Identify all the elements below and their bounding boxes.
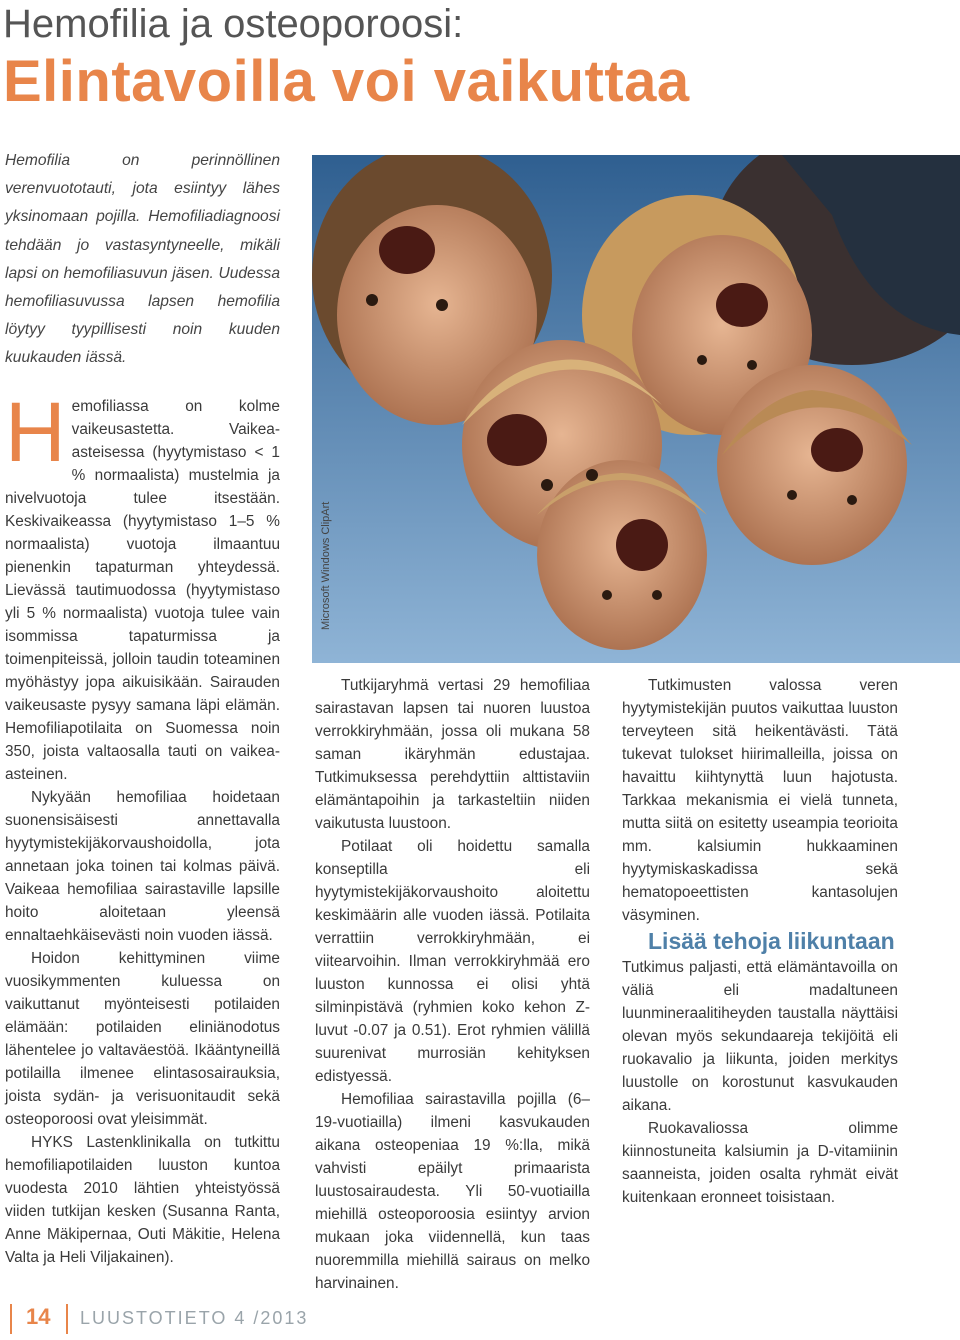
footer-divider xyxy=(10,1304,12,1334)
intro-paragraph: Hemofilia on perinnöllinen verenvuototauti, jota esiintyy lähes yksinomaan pojilla. Hemofiliadiagnoosi tehdään jo vastasyntyneelle, mikäli lapsi on hemofiliasuvun jäsen. Uudessa hemofiliasuvussa lapsen hemofilia löytyy tyypillisesti noin kuuden kuukauden iässä. xyxy=(5,152,280,367)
lead-paragraph xyxy=(5,385,280,786)
paragraph: HYKS Lastenklinikalla on tutkittu hemofiliapotilaiden luuston kuntoa vuodesta 2010 lähtien yhteistyössä viiden tutkijan kesken (Susanna Ranta, Anne Mäkipernaa, Outi Mäkitie, Helena Valta ja Heli Viljakainen). xyxy=(5,1134,280,1266)
children-photo-illustration xyxy=(312,155,960,663)
paragraph: Hemofiliaa sairastavilla pojilla (6–19-vuotiailla) ilmeni kasvukauden aikana osteopeniaa 19 %:lla, mikä vahvisti epäilyt primaarista luustosairaudesta. Yli 50-vuotiailla miehillä osteoporoosia esiintyy arvion mukaan joka viidennellä, kun taas nuoremmilla miehillä sairaus on melko harvinainen. xyxy=(315,1091,590,1292)
children-photo xyxy=(312,155,960,663)
paragraph: Nykyään hemofiliaa hoidetaan suonensisäisesti annettavalla hyytymistekijäkorvaushoidolla, jota annetaan joka toinen tai kolmas päivä. Vaikeaa hemofiliaa sairastaville lapsille hoito aloitetaan yleensä ennaltaehkäisevästi noin vuoden iässä. xyxy=(5,789,280,944)
subheading: Lisää tehoja liikuntaan xyxy=(648,928,895,954)
paragraph: Tutkijaryhmä vertasi 29 hemofiliaa sairastavan lapsen tai nuoren luustoa verrokkiryhmään, jossa oli mukana 58 saman ikäryhmän edustajaa. Tutkimuksessa perehdyttiin alttistaviin elämäntapoihin ja tarkasteltiin niiden vaikutusta luustoon. xyxy=(315,677,590,832)
paragraph: Tutkimusten valossa veren hyytymistekijän puutos vaikuttaa luuston terveyteen sitä heikentävästi. Tätä tukevat tulokset hiirimalleilla, joissa on havaittu kiihtynyttä luun hajotusta. Tarkkaa mekanismia ei vielä tunneta, mutta siitä on esitetty useampia teorioita mm. kalsiumin hukkaaminen hyytymiskaskadissa sekä hematopoeettisten kantasolujen väsyminen. xyxy=(622,677,898,924)
drop-cap: H xyxy=(5,385,66,479)
title-line-2: Elintavoilla voi vaikuttaa xyxy=(3,49,690,114)
magazine-issue: LUUSTOTIETO 4 /2013 xyxy=(80,1308,309,1328)
footer-divider xyxy=(66,1304,68,1334)
paragraph: Tutkimus paljasti, että elämäntavoilla on väliä eli madaltuneen luunmineraalitiheyden taustalla näyttäisi olevan myös sekundaareja tekijöitä eli ruokavalio ja liikunta, joiden merkitys luustolle on korostunut kasvukauden aikana. xyxy=(622,959,898,1114)
lead-paragraph-text: emofiliassa on kolme vaikeusastetta. Vaikea-asteisessa (hyytymistaso < 1 % normaalista) mustelmia ja nivelvuotoja tulee itsestään. Keskivaikeassa (hyytymistaso 1–5 % normaalista) vuotoja ilmaantuu pienenkin tapaturman yhteydessä. Lievässä tautimuodossa (hyytymistaso yli 5 % normaalista) vuotoja tulee vain isommissa tapaturmissa ja toimenpiteissä, jolloin taudin toteaminen myöhästyy jopa aikuisikään. Sairauden vaikeusaste pysyy samana läpi elämän. Hemofiliapotilaita on Suomessa noin 350, joista valtaosalla tauti on vaikea-asteinen. xyxy=(5,398,280,783)
photo-credit: Microsoft Windows ClipArt xyxy=(320,501,332,630)
paragraph: Hoidon kehittyminen viime vuosikymmenten kuluessa on vaikuttanut myönteisesti potilaiden elämään: potilaiden eliniänodotus lähentelee jo valtaväestöä. Ikääntyneillä potilailla ilmenee elintasosairauksia, joista sydän- ja verisuonitaudit sekä osteoporoosi ovat yleisimmät. xyxy=(5,950,280,1128)
footer xyxy=(0,1300,400,1340)
column-1 xyxy=(5,385,280,1269)
column-2 xyxy=(315,674,590,1295)
column-3 xyxy=(622,674,898,1209)
paragraph: Potilaat oli hoidettu samalla konseptilla eli hyytymistekijäkorvaushoito aloitettu keskimäärin alle vuoden iässä. Potilaita verrattiin verrokkiryhmään, ei viitearvoihin. Ilman verrokkiryhmää ero luuston kunnossa ei olisi yhtä silminpistävä (ryhmien koko kehon Z-luvut -0.07 ja 0.51). Erot ryhmien välillä suurenivat murrosiän kehityksen edistyessä. xyxy=(315,838,590,1085)
title-line-1: Hemofilia ja osteoporoosi: xyxy=(3,2,464,46)
paragraph: Ruokavaliossa olimme kiinnostuneita kalsiumin ja D-vitamiinin saanneista, joiden osalta ryhmät eivät kuitenkaan eronneet toisistaan. xyxy=(622,1120,898,1206)
page-number: 14 xyxy=(26,1304,51,1329)
